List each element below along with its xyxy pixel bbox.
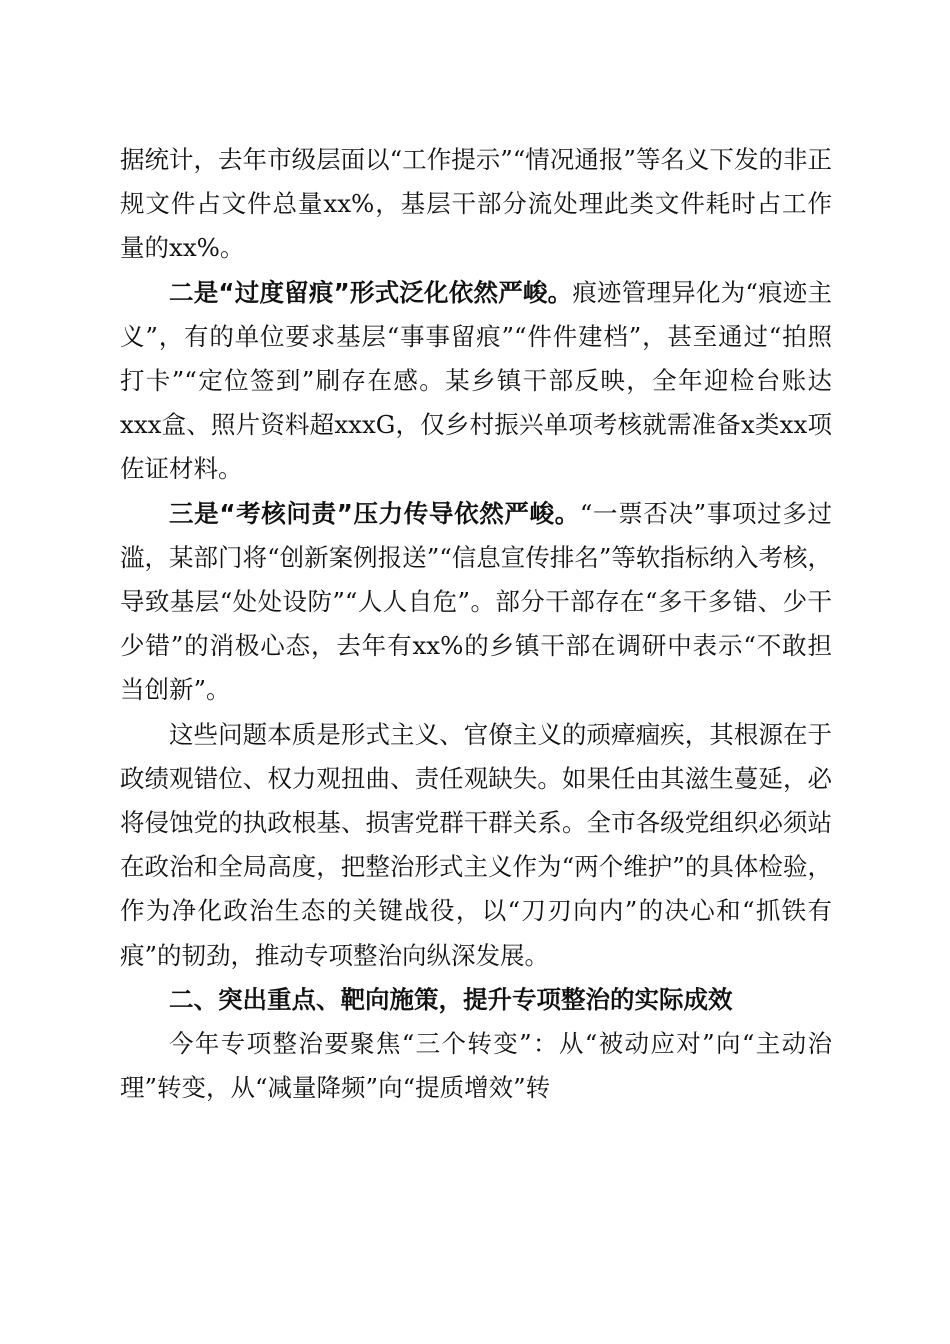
paragraph-assessment-accountability xyxy=(120,492,832,713)
paragraph-root-cause xyxy=(120,713,832,978)
paragraph-statistics xyxy=(120,138,832,271)
paragraph-three-transformations xyxy=(120,1022,832,1110)
document-page xyxy=(120,138,832,1110)
paragraph-excessive-traces xyxy=(120,271,832,492)
section-heading: 二、突出重点、靶向施策，提升专项整治的实际成效 xyxy=(169,984,733,1014)
paragraph-lead: 三是“考核问责”压力传导依然严峻。 xyxy=(169,498,580,528)
paragraph-text: 这些问题本质是形式主义、官僚主义的顽瘴痼疾，其根源在于政绩观错位、权力观扭曲、责任观缺失。如果任由其滋生蔓延，必将侵蚀党的执政根基、损害党群干群关系。全市各级党组织必须站在政治和全局高度，把整治形式主义作为“两个维护”的具体检验，作为净化政治生态的关键战役，以“刀刃向内”的决心和“抓铁有痕”的韧劲，推动专项整治向纵深发展。 xyxy=(120,719,832,970)
paragraph-text: 今年专项整治要聚焦“三个转变”：从“被动应对”向“主动治理”转变，从“减量降频”向“提质增效”转 xyxy=(120,1029,832,1103)
paragraph-lead: 二是“过度留痕”形式泛化依然严峻。 xyxy=(169,277,573,307)
paragraph-text: “一票否决”事项过多过滥，某部门将“创新案例报送”“信息宣传排名”等软指标纳入考核，导致基层“处处设防”“人人自危”。部分干部存在“多干多错、少干少错”的消极心态，去年有xx%的乡镇干部在调研中表示“不敢担当创新”。 xyxy=(120,498,832,705)
paragraph-text: 痕迹管理异化为“痕迹主义”，有的单位要求基层“事事留痕”“件件建档”，甚至通过“拍照打卡”“定位签到”刷存在感。某乡镇干部反映，全年迎检台账达xxx盒、照片资料超xxxG，仅乡村振兴单项考核就需准备x类xx项佐证材料。 xyxy=(120,277,833,484)
paragraph-text: 据统计，去年市级层面以“工作提示”“情况通报”等名义下发的非正规文件占文件总量xx%，基层干部分流处理此类文件耗时占工作量的xx%。 xyxy=(120,145,832,263)
